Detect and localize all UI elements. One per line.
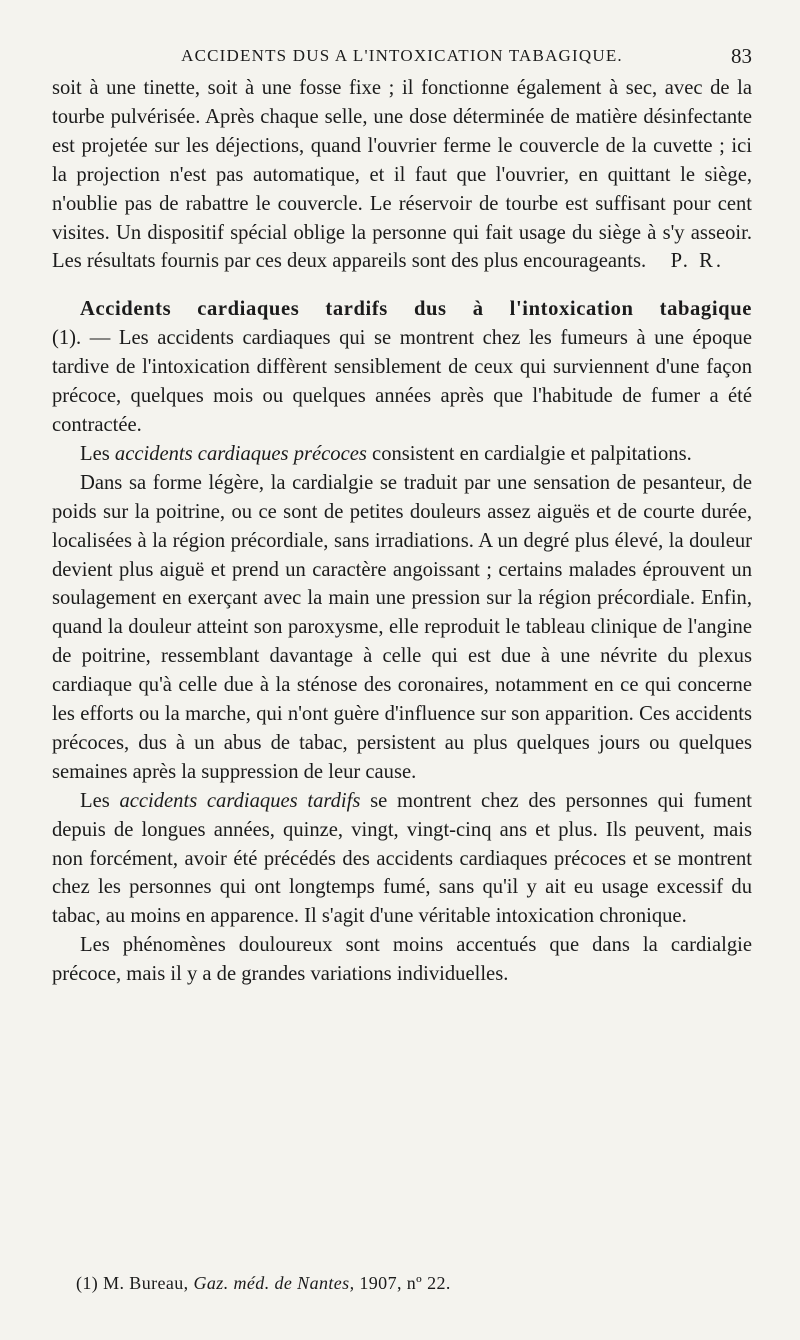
running-header [52, 38, 752, 74]
page-number: 83 [731, 44, 752, 68]
paragraph-text: Les [80, 789, 120, 812]
paragraph-pain-phenomena [52, 931, 752, 989]
paragraph-text: Les phénomènes douloureux sont moins accentués que dans la cardialgie précoce, mais il y a de grandes variations individuelles. [52, 934, 752, 986]
section-paragraph [52, 295, 752, 440]
section-title: Accidents cardiaques tardifs dus à l'intoxication tabagique [80, 298, 752, 321]
book-page [52, 38, 752, 1318]
paragraph-text: consistent en cardialgie et palpitations. [366, 442, 692, 465]
footnote-journal: Gaz. méd. de Nantes, [193, 1273, 355, 1293]
paragraph-text: soit à une tinette, soit à une fosse fixe ; il fonctionne également à sec, avec de la tourbe pulvérisée. Après chaque selle, une dose déterminée de matière désinfectante est projetée sur les déjections, quand l'ouvrier ferme le couvercle de la cuvette ; ici la projection n'est pas automatique, et il faut que l'ouvrier, en quittant le siège, n'oublie pas de rabattre le couvercle. Le réservoir de tourbe est suffisant pour cent visites. Un dispositif spécial oblige la personne qui fait usage du siège à s'y asseoir. Les résultats fournis par ces deux appareils sont des plus encourageants. [52, 77, 752, 273]
paragraph-cardialgia [52, 469, 752, 787]
paragraph-continued [52, 74, 752, 276]
paragraph-text: se montrent chez des personnes qui fument depuis de longues années, quinze, vingt, vingt-cinq ans et plus. Ils peuvent, mais non forcément, avoir été précédés des accidents cardiaques précoces et se montrent chez les personnes qui ont longtemps fumé, sans qu'il y ait eu usage excessif du tabac, au moins en apparence. Il s'agit d'une véritable intoxication chronique. [52, 789, 752, 928]
footnote-author: M. Bureau, [98, 1273, 194, 1293]
footnote [76, 1271, 451, 1295]
paragraph-text: Les [80, 442, 115, 465]
footnote-marker: (1) [76, 1273, 99, 1293]
emphasis-text: accidents cardiaques tardifs [119, 789, 361, 812]
paragraph-early-accidents [52, 440, 752, 469]
body-text [52, 74, 752, 989]
paragraph-late-accidents [52, 787, 752, 932]
footnote-details: 1907, nº 22. [354, 1273, 451, 1293]
running-title: ACCIDENTS DUS A L'INTOXICATION TABAGIQUE. [181, 46, 623, 65]
author-initials: P. R. [670, 250, 724, 273]
paragraph-text: Dans sa forme légère, la cardialgie se traduit par une sensation de pesanteur, de poids sur la poitrine, ou ce sont de petites douleurs assez aiguës et de courte durée, localisées à la région précordiale, sans irradiations. A un degré plus élevé, la douleur devient plus aiguë et prend un caractère angoissant ; certains malades éprouvent un soulagement en exerçant avec la main une pression sur la région précordiale. Enfin, quand la douleur atteint son paroxysme, elle reproduit le tableau clinique de l'angine de poitrine, ressemblant davantage à celle qui est due à une névrite du plexus cardiaque qu'à celle due à la sténose des coronaires, notamment en ce qui concerne les efforts ou la marche, qui n'ont guère d'influence sur son apparition. Ces accidents précoces, dus à un abus de tabac, persistent au plus quelques jours ou quelques semaines après la suppression de leur cause. [52, 471, 752, 783]
footnote-reference: (1). [52, 327, 82, 350]
paragraph-text: — Les accidents cardiaques qui se montrent chez les fumeurs à une époque tardive de l'intoxication diffèrent sensiblement de ceux qui surviennent d'une façon précoce, quelques mois ou quelques années après que l'habitude de fumer a été contractée. [52, 327, 752, 436]
emphasis-text: accidents cardiaques précoces [114, 442, 367, 465]
